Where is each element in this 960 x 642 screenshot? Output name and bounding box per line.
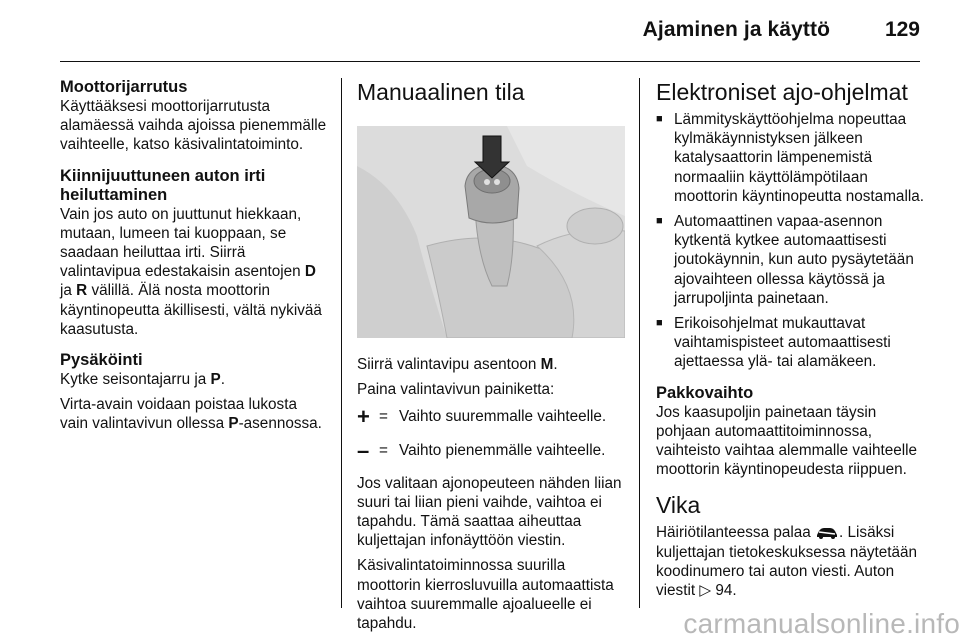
car-fault-icon (815, 525, 839, 539)
bullet-icon: ■ (656, 215, 663, 228)
gear-p: P (210, 371, 221, 389)
page-ref-icon: ▷ (699, 582, 716, 600)
column-3 (656, 78, 924, 600)
heading-parking: Pysäköinti (60, 351, 143, 370)
page-reference[interactable]: 94 (715, 582, 733, 600)
list-item: ■ Erikoisohjelmat mukauttavat vaihtamispisteet automaattisesti ajettaessa ylä- tai alamäkeen. (656, 315, 891, 371)
heading-fault: Vika (656, 492, 701, 519)
text-engine-braking: Käyttääksesi moottorijarrutusta alamäessä vaihda ajoissa pienemmälle vaihteelle, katso käsivalintatoiminto. (60, 98, 327, 154)
key-row-plus: + = Vaihto suuremmalle vaihteelle. (357, 403, 607, 429)
heading-kickdown: Pakkovaihto (656, 383, 754, 402)
text-parking-2: Virta-avain voidaan poistaa lukosta vain valintavivun ollessa P-asennossa. (60, 396, 322, 433)
key-row-minus: – = Vaihto pienemmälle vaihteelle. (357, 437, 606, 463)
text-kickdown: Jos kaasupoljin painetaan täysin pohjaan automaattitoiminnossa, vaihteisto vaihtaa alemmalle vaihteelle moottorin käyntinopeudesta riippuen. (656, 403, 918, 479)
text-press-button: Paina valintavivun painiketta: (357, 381, 555, 399)
gear-m: M (540, 356, 554, 374)
gear-d: D (304, 263, 316, 281)
text-select-m: Siirrä valintavipu asentoon M. (357, 356, 558, 374)
column-divider-2 (639, 78, 640, 608)
heading-engine-braking: Moottorijarrutus (60, 78, 188, 96)
gear-lever-illustration (357, 126, 625, 338)
text-wrong-gear: Jos valitaan ajonopeuteen nähden liian suuri tai liian pieni vaihde, vaihtoa ei tapahdu. Tämä saattaa aiheuttaa kuljettajan infonäyttöön viestin. (357, 474, 622, 550)
key-minus-description: Vaihto pienemmälle vaihteelle. (399, 442, 606, 459)
text-fault: Häiriötilanteessa palaa . Lisäksi kuljettajan tietokeskuksessa näytetään koodinumero tai auton viesti. Auton viestit ▷ 94. (656, 524, 918, 600)
bullet-icon: ■ (656, 317, 663, 330)
page-number: 129 (884, 18, 920, 41)
heading-driving-programs: Elektroniset ajo-ohjelmat (656, 79, 908, 105)
list-item: ■ Lämmityskäyttöohjelma nopeuttaa kylmäkäynnistyksen jälkeen katalysaattorin lämpenemistä normaaliin käyttölämpötilaan moottorin käyntinopeutta nostamalla. (656, 111, 924, 205)
heading-rocking: Kiinnijuuttuneen auton irti heiluttaminen (60, 166, 266, 204)
watermark: carmanualsonline.info (683, 608, 960, 639)
gear-p-2: P (228, 415, 239, 433)
text-parking-1: Kytke seisontajarru ja P. (60, 371, 225, 389)
column-1 (60, 78, 328, 434)
bullet-icon: ■ (656, 113, 663, 125)
plus-icon: + (357, 403, 370, 429)
page-title: Ajaminen ja käyttö (642, 18, 830, 41)
column-divider-1 (341, 78, 342, 608)
list-item: ■ Automaattinen vapaa-asennon kytkentä kytkee automaattisesti joutokäynnin, kun auto pysäytetään ajovaihteen ollessa käytössä ja jarrupoljinta painetaan. (656, 213, 914, 307)
page-header (0, 0, 960, 62)
column-2 (357, 78, 625, 633)
text-high-rpm: Käsivalintatoiminnossa suurilla moottorin kierrosluvuilla automaattista vaihtoa suuremmalle ajoalueelle ei tapahdu. (357, 557, 614, 633)
minus-icon: – (357, 437, 370, 463)
header-divider (60, 61, 920, 62)
key-plus-description: Vaihto suuremmalle vaihteelle. (399, 408, 607, 425)
heading-manual-mode: Manuaalinen tila (357, 79, 525, 105)
gear-r: R (76, 282, 88, 300)
text-rocking: Vain jos auto on juuttunut hiekkaan, mutaan, lumeen tai kuoppaan, se saadaan heiluttaa irti. Siirrä valintavipua edestakaisin asentojen D ja R välillä. Älä nosta moottorin käyntinopeutta äkillisesti, vältä nykivää kaasutusta. (60, 205, 322, 338)
